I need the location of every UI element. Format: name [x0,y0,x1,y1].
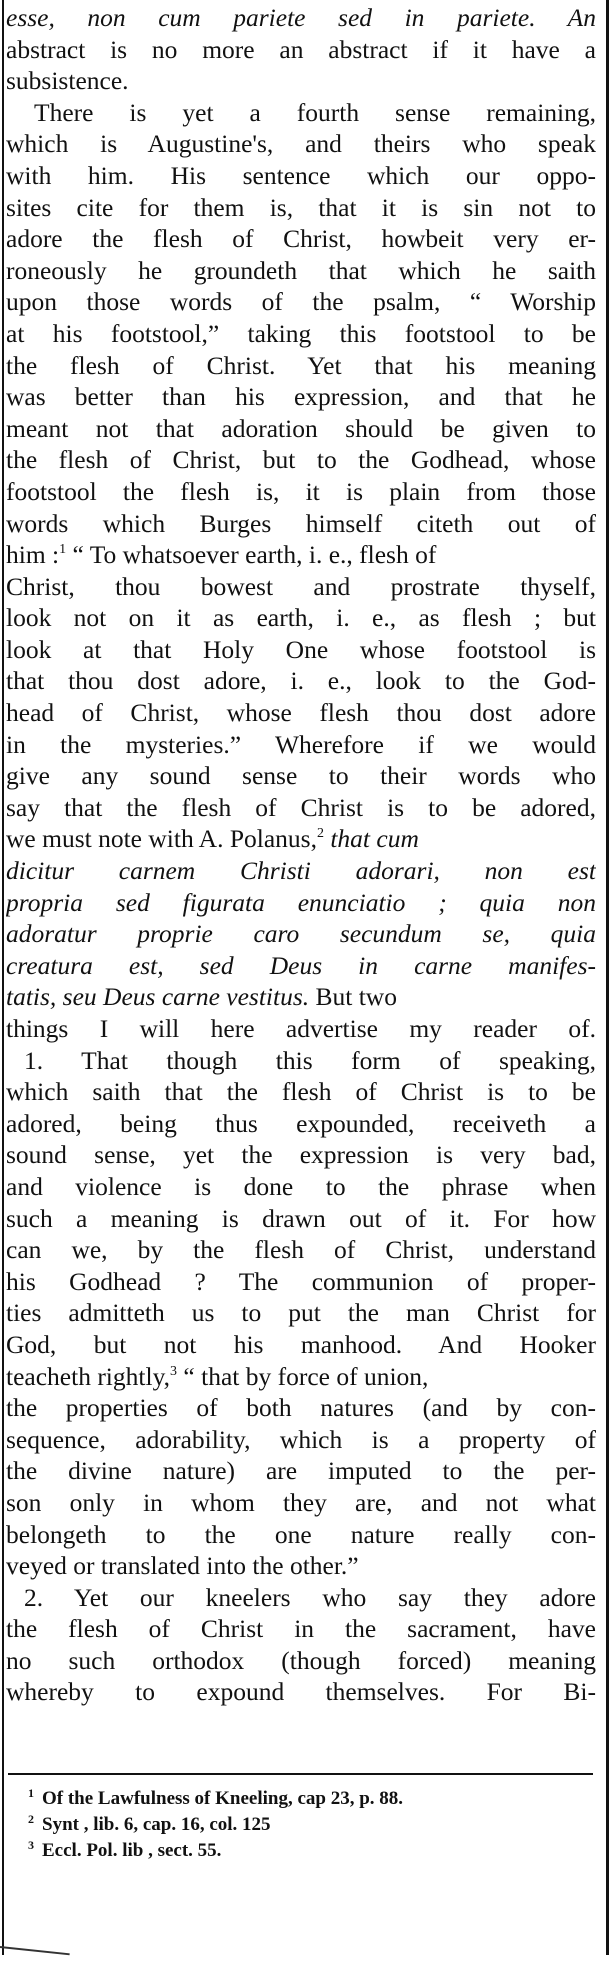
text-line: the flesh of Christ. Yet that his meaning [6,350,596,380]
footnote: $^2$ Synt , lib. 6, cap. 16, col. 125 [28,1812,271,1835]
text-line: dicitur carnem Christi adorari, non est [6,856,596,886]
text-line: subsistence. [6,66,129,96]
footnotes [28,1780,568,1861]
text-line: Christ, thou bowest and prostrate thyself, [6,571,596,601]
text-line: sequence, adorability, which is a property of [6,1424,596,1454]
text-line: was better than his expression, and that he [6,382,596,412]
text-line: no such orthodox (though forced) meaning [6,1645,596,1675]
text-line: meant not that adoration should be given to [6,413,596,443]
text-line: which saith that the flesh of Christ is to be [6,1077,596,1107]
text-line: the properties of both natures (and by con- [6,1393,596,1423]
text-line: footstool the flesh is, it is plain from those [6,476,596,506]
text-line: propria sed figurata enunciatio ; quia non [6,887,596,917]
text-line: esse, non cum pariete sed in pariete. An [6,3,596,32]
text-line: say that the flesh of Christ is to be adored, [6,792,596,822]
left-border-rule [2,0,4,1955]
text-line: we must note with A. Polanus,$^2$ that cum [6,824,419,854]
text-line: look at that Holy One whose footstool is [6,634,596,664]
text-line: adored, being thus expounded, receiveth a [6,1108,596,1138]
text-line: the divine nature) are imputed to the per- [6,1456,596,1486]
paragraph-start-line: 1. That though this form of speaking, [24,1045,596,1075]
text-line: belongeth to the one nature really con- [6,1519,596,1549]
text-line: upon those words of the psalm, “ Worship [6,287,596,317]
footnote-separator [8,1773,593,1775]
text-line: son only in whom they are, and not what [6,1487,596,1517]
body-text [6,2,596,1708]
text-line: with him. His sentence which our oppo- [6,160,596,190]
text-line: can we, by the flesh of Christ, understand [6,1235,596,1265]
text-line: such a meaning is drawn out of it. For how [6,1203,596,1233]
text-line: ties admitteth us to put the man Christ for [6,1298,596,1328]
text-line: sound sense, yet the expression is very bad, [6,1140,596,1170]
text-line: him :$^1$ “ To whatsoever earth, i. e., flesh of [6,540,437,570]
text-line: roneously he groundeth that which he saith [6,255,596,285]
text-line: adore the flesh of Christ, howbeit very er- [6,224,596,254]
text-line: words which Burges himself citeth out of [6,508,596,538]
right-border-rule [606,0,609,1955]
text-line: teacheth rightly,$^3$ “ that by force of union, [6,1361,429,1391]
text-line: whereby to expound themselves. For Bi- [6,1677,596,1707]
text-line: and violence is done to the phrase when [6,1171,596,1201]
text-line: give any sound sense to their words who [6,761,596,791]
text-line: head of Christ, whose flesh thou dost adore [6,698,596,728]
text-line: creatura est, sed Deus in carne manifes- [6,950,596,980]
scan-edge-mark [0,1946,70,1955]
text-line: adoratur proprie caro secundum se, quia [6,919,596,949]
footnote-ref-1: 1 [59,542,67,558]
footnote: $^1$ Of the Lawfulness of Kneeling, cap 23, p. 88. [28,1786,404,1809]
text-line: look not on it as earth, i. e., as flesh ; but [6,603,596,633]
text-line: sites cite for them is, that it is sin not to [6,192,596,222]
footnote-ref-2: 2 [316,826,324,842]
text-line: the flesh of Christ in the sacrament, have [6,1614,596,1644]
paragraph-start-line: 2. Yet our kneelers who say they adore [24,1582,596,1612]
text-line: at his footstool,” taking this footstool to be [6,318,596,348]
paragraph-start-line: There is yet a fourth sense remaining, [34,97,596,127]
text-line: the flesh of Christ, but to the Godhead, whose [6,445,596,475]
text-line: veyed or translated into the other.” [6,1551,359,1581]
text-line: God, but not his manhood. And Hooker [6,1329,596,1359]
text-line: things I will here advertise my reader of. [6,1014,596,1043]
footnote: $^3$ Eccl. Pol. lib , sect. 55. [28,1838,222,1861]
text-line: that thou dost adore, i. e., look to the God- [6,666,596,696]
text-line: tatis, seu Deus carne vestitus. But two [6,982,397,1012]
footnote-ref-3: 3 [170,1363,178,1379]
text-line: in the mysteries.” Wherefore if we would [6,729,596,759]
text-line: his Godhead ? The communion of proper- [6,1266,596,1296]
text-line: abstract is no more an abstract if it have a [6,34,596,64]
text-line: which is Augustine's, and theirs who speak [6,129,596,159]
